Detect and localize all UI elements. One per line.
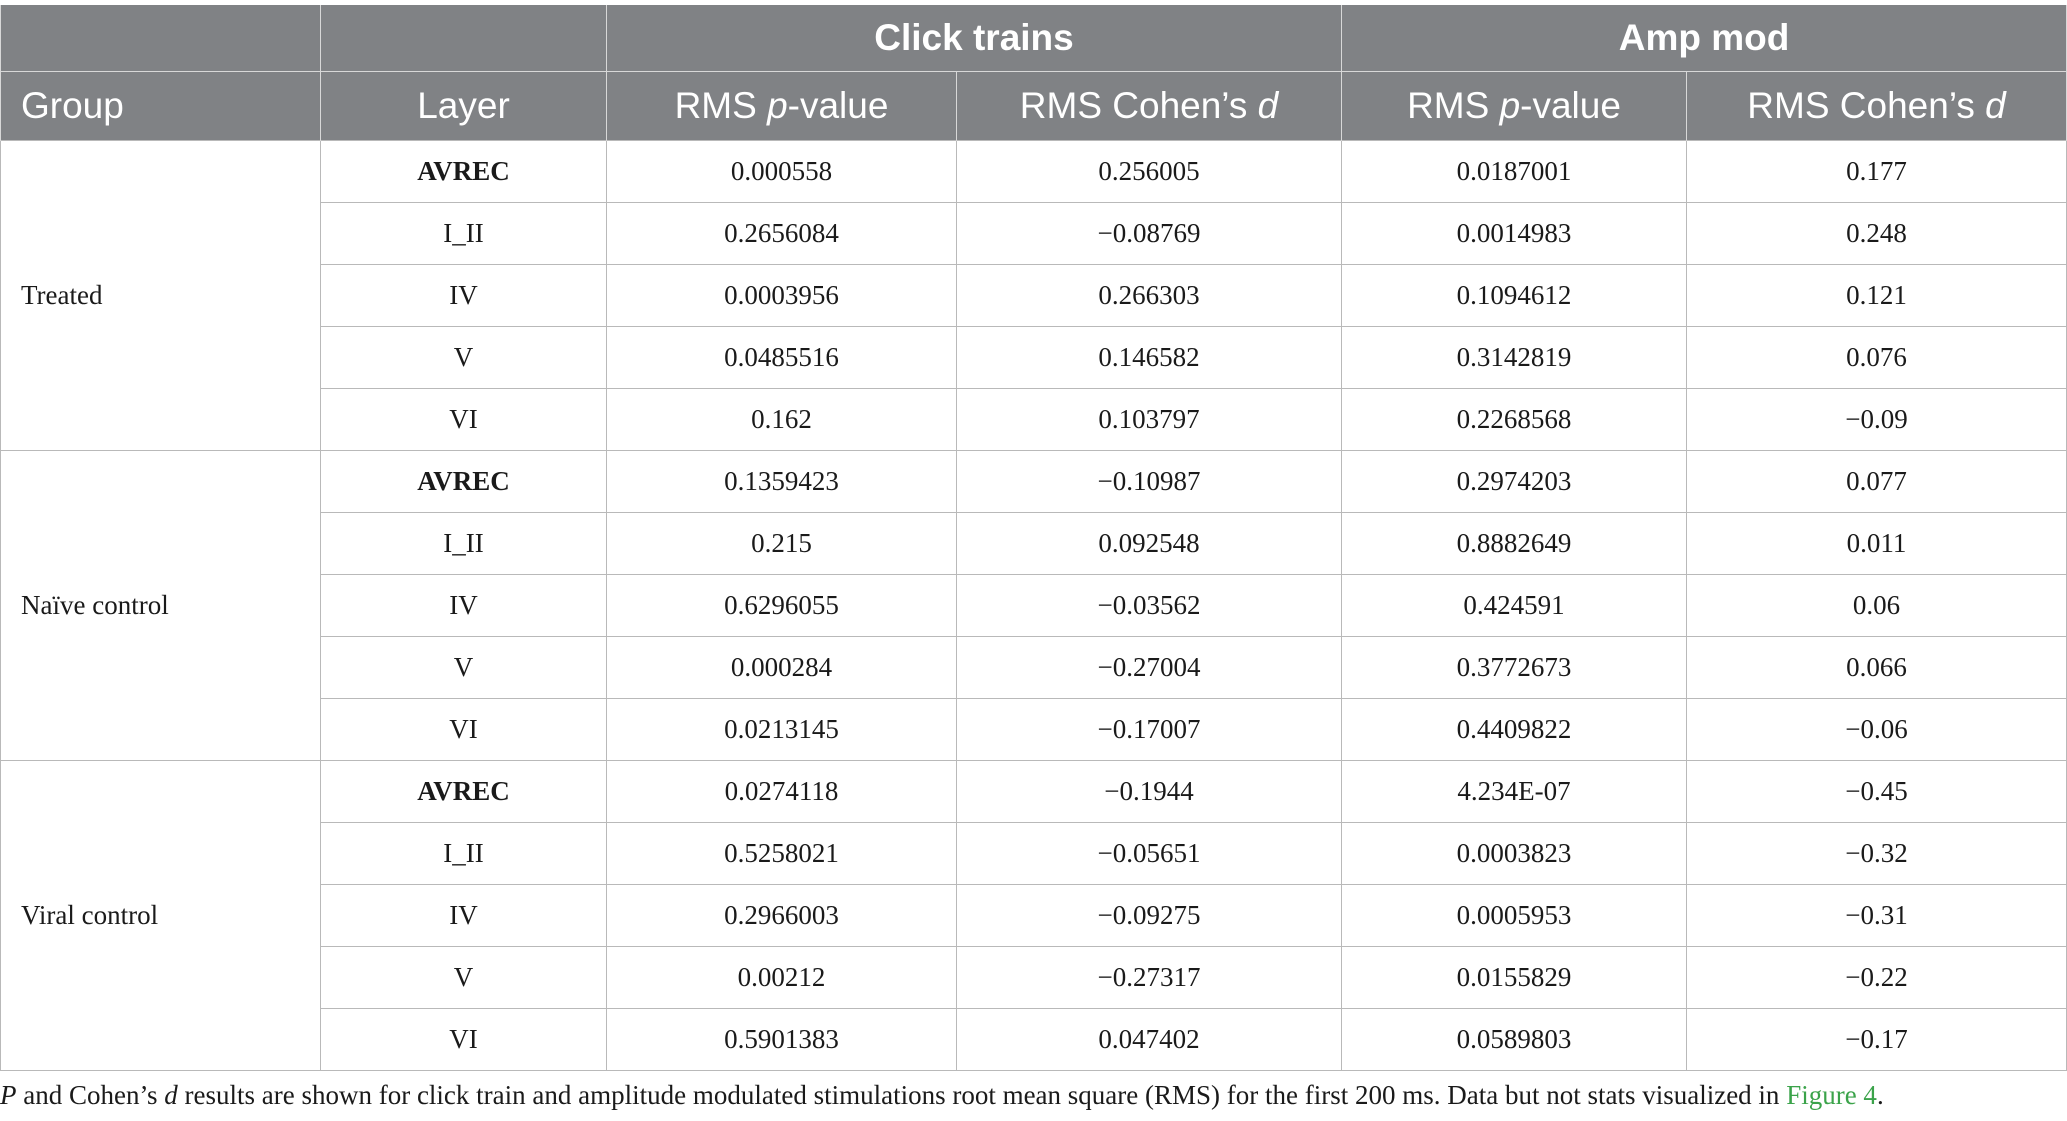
layer-cell: VI xyxy=(321,389,607,451)
amp-cohens-d-cell: −0.45 xyxy=(1687,761,2067,823)
layer-cell: I_II xyxy=(321,823,607,885)
header-amp-cohens-d: RMS Cohen’s d xyxy=(1687,72,2067,141)
layer-cell: V xyxy=(321,327,607,389)
amp-p-value-cell: 0.0155829 xyxy=(1342,947,1687,1009)
click-cohens-d-cell: −0.05651 xyxy=(957,823,1342,885)
amp-cohens-d-cell: −0.32 xyxy=(1687,823,2067,885)
click-p-value-cell: 0.000284 xyxy=(607,637,957,699)
amp-cohens-d-cell: −0.31 xyxy=(1687,885,2067,947)
header-row-columns xyxy=(1,72,2067,141)
click-p-value-cell: 0.0274118 xyxy=(607,761,957,823)
table-row xyxy=(1,451,2067,513)
click-cohens-d-cell: −0.27004 xyxy=(957,637,1342,699)
layer-cell: VI xyxy=(321,699,607,761)
click-cohens-d-cell: −0.17007 xyxy=(957,699,1342,761)
amp-p-value-cell: 0.3772673 xyxy=(1342,637,1687,699)
click-cohens-d-cell: −0.10987 xyxy=(957,451,1342,513)
click-p-value-cell: 0.00212 xyxy=(607,947,957,1009)
table-footnote: P and Cohen’s d results are shown for click train and amplitude modulated stimulations root mean square (RMS) for the first 200 ms. Data but not stats visualized in Figure 4. xyxy=(0,1080,1884,1110)
click-cohens-d-cell: −0.03562 xyxy=(957,575,1342,637)
click-p-value-cell: 0.6296055 xyxy=(607,575,957,637)
layer-cell: I_II xyxy=(321,513,607,575)
header-row-spans xyxy=(1,5,2067,72)
header-blank-layer xyxy=(321,5,607,72)
click-cohens-d-cell: 0.103797 xyxy=(957,389,1342,451)
group-cell: Treated xyxy=(1,141,321,451)
table-row xyxy=(1,141,2067,203)
layer-cell: V xyxy=(321,637,607,699)
amp-cohens-d-cell: 0.011 xyxy=(1687,513,2067,575)
click-cohens-d-cell: 0.266303 xyxy=(957,265,1342,327)
header-click-trains: Click trains xyxy=(607,5,1342,72)
click-p-value-cell: 0.1359423 xyxy=(607,451,957,513)
layer-cell: AVREC xyxy=(321,761,607,823)
click-cohens-d-cell: 0.047402 xyxy=(957,1009,1342,1071)
amp-p-value-cell: 0.4409822 xyxy=(1342,699,1687,761)
amp-p-value-cell: 0.8882649 xyxy=(1342,513,1687,575)
header-group: Group xyxy=(1,72,321,141)
results-table-container xyxy=(0,5,2067,1071)
click-cohens-d-cell: −0.09275 xyxy=(957,885,1342,947)
click-cohens-d-cell: 0.146582 xyxy=(957,327,1342,389)
amp-cohens-d-cell: −0.22 xyxy=(1687,947,2067,1009)
click-p-value-cell: 0.2966003 xyxy=(607,885,957,947)
amp-p-value-cell: 0.0005953 xyxy=(1342,885,1687,947)
figure-4-link[interactable]: Figure 4 xyxy=(1786,1080,1877,1110)
layer-cell: VI xyxy=(321,1009,607,1071)
amp-cohens-d-cell: −0.09 xyxy=(1687,389,2067,451)
amp-cohens-d-cell: 0.077 xyxy=(1687,451,2067,513)
amp-cohens-d-cell: −0.17 xyxy=(1687,1009,2067,1071)
table-header xyxy=(1,5,2067,141)
layer-cell: IV xyxy=(321,265,607,327)
amp-cohens-d-cell: −0.06 xyxy=(1687,699,2067,761)
layer-cell: IV xyxy=(321,885,607,947)
amp-p-value-cell: 0.0589803 xyxy=(1342,1009,1687,1071)
amp-cohens-d-cell: 0.066 xyxy=(1687,637,2067,699)
header-click-p-value: RMS p-value xyxy=(607,72,957,141)
amp-p-value-cell: 0.2268568 xyxy=(1342,389,1687,451)
amp-p-value-cell: 0.0003823 xyxy=(1342,823,1687,885)
click-p-value-cell: 0.0485516 xyxy=(607,327,957,389)
group-cell: Naïve control xyxy=(1,451,321,761)
click-p-value-cell: 0.2656084 xyxy=(607,203,957,265)
click-cohens-d-cell: 0.256005 xyxy=(957,141,1342,203)
amp-p-value-cell: 0.424591 xyxy=(1342,575,1687,637)
header-layer: Layer xyxy=(321,72,607,141)
click-cohens-d-cell: 0.092548 xyxy=(957,513,1342,575)
amp-p-value-cell: 0.0014983 xyxy=(1342,203,1687,265)
layer-cell: AVREC xyxy=(321,141,607,203)
amp-cohens-d-cell: 0.121 xyxy=(1687,265,2067,327)
click-cohens-d-cell: −0.27317 xyxy=(957,947,1342,1009)
header-blank-group xyxy=(1,5,321,72)
header-amp-p-value: RMS p-value xyxy=(1342,72,1687,141)
amp-cohens-d-cell: 0.248 xyxy=(1687,203,2067,265)
amp-p-value-cell: 0.0187001 xyxy=(1342,141,1687,203)
click-cohens-d-cell: −0.1944 xyxy=(957,761,1342,823)
click-cohens-d-cell: −0.08769 xyxy=(957,203,1342,265)
amp-p-value-cell: 0.1094612 xyxy=(1342,265,1687,327)
click-p-value-cell: 0.5258021 xyxy=(607,823,957,885)
header-click-cohens-d: RMS Cohen’s d xyxy=(957,72,1342,141)
amp-p-value-cell: 0.3142819 xyxy=(1342,327,1687,389)
click-p-value-cell: 0.0213145 xyxy=(607,699,957,761)
group-cell: Viral control xyxy=(1,761,321,1071)
layer-cell: AVREC xyxy=(321,451,607,513)
click-p-value-cell: 0.000558 xyxy=(607,141,957,203)
table-row xyxy=(1,761,2067,823)
results-table xyxy=(0,5,2067,1071)
amp-p-value-cell: 4.234E-07 xyxy=(1342,761,1687,823)
click-p-value-cell: 0.162 xyxy=(607,389,957,451)
layer-cell: V xyxy=(321,947,607,1009)
layer-cell: IV xyxy=(321,575,607,637)
header-amp-mod: Amp mod xyxy=(1342,5,2067,72)
amp-cohens-d-cell: 0.076 xyxy=(1687,327,2067,389)
click-p-value-cell: 0.215 xyxy=(607,513,957,575)
table-body xyxy=(1,141,2067,1071)
layer-cell: I_II xyxy=(321,203,607,265)
amp-cohens-d-cell: 0.06 xyxy=(1687,575,2067,637)
click-p-value-cell: 0.5901383 xyxy=(607,1009,957,1071)
amp-p-value-cell: 0.2974203 xyxy=(1342,451,1687,513)
click-p-value-cell: 0.0003956 xyxy=(607,265,957,327)
amp-cohens-d-cell: 0.177 xyxy=(1687,141,2067,203)
